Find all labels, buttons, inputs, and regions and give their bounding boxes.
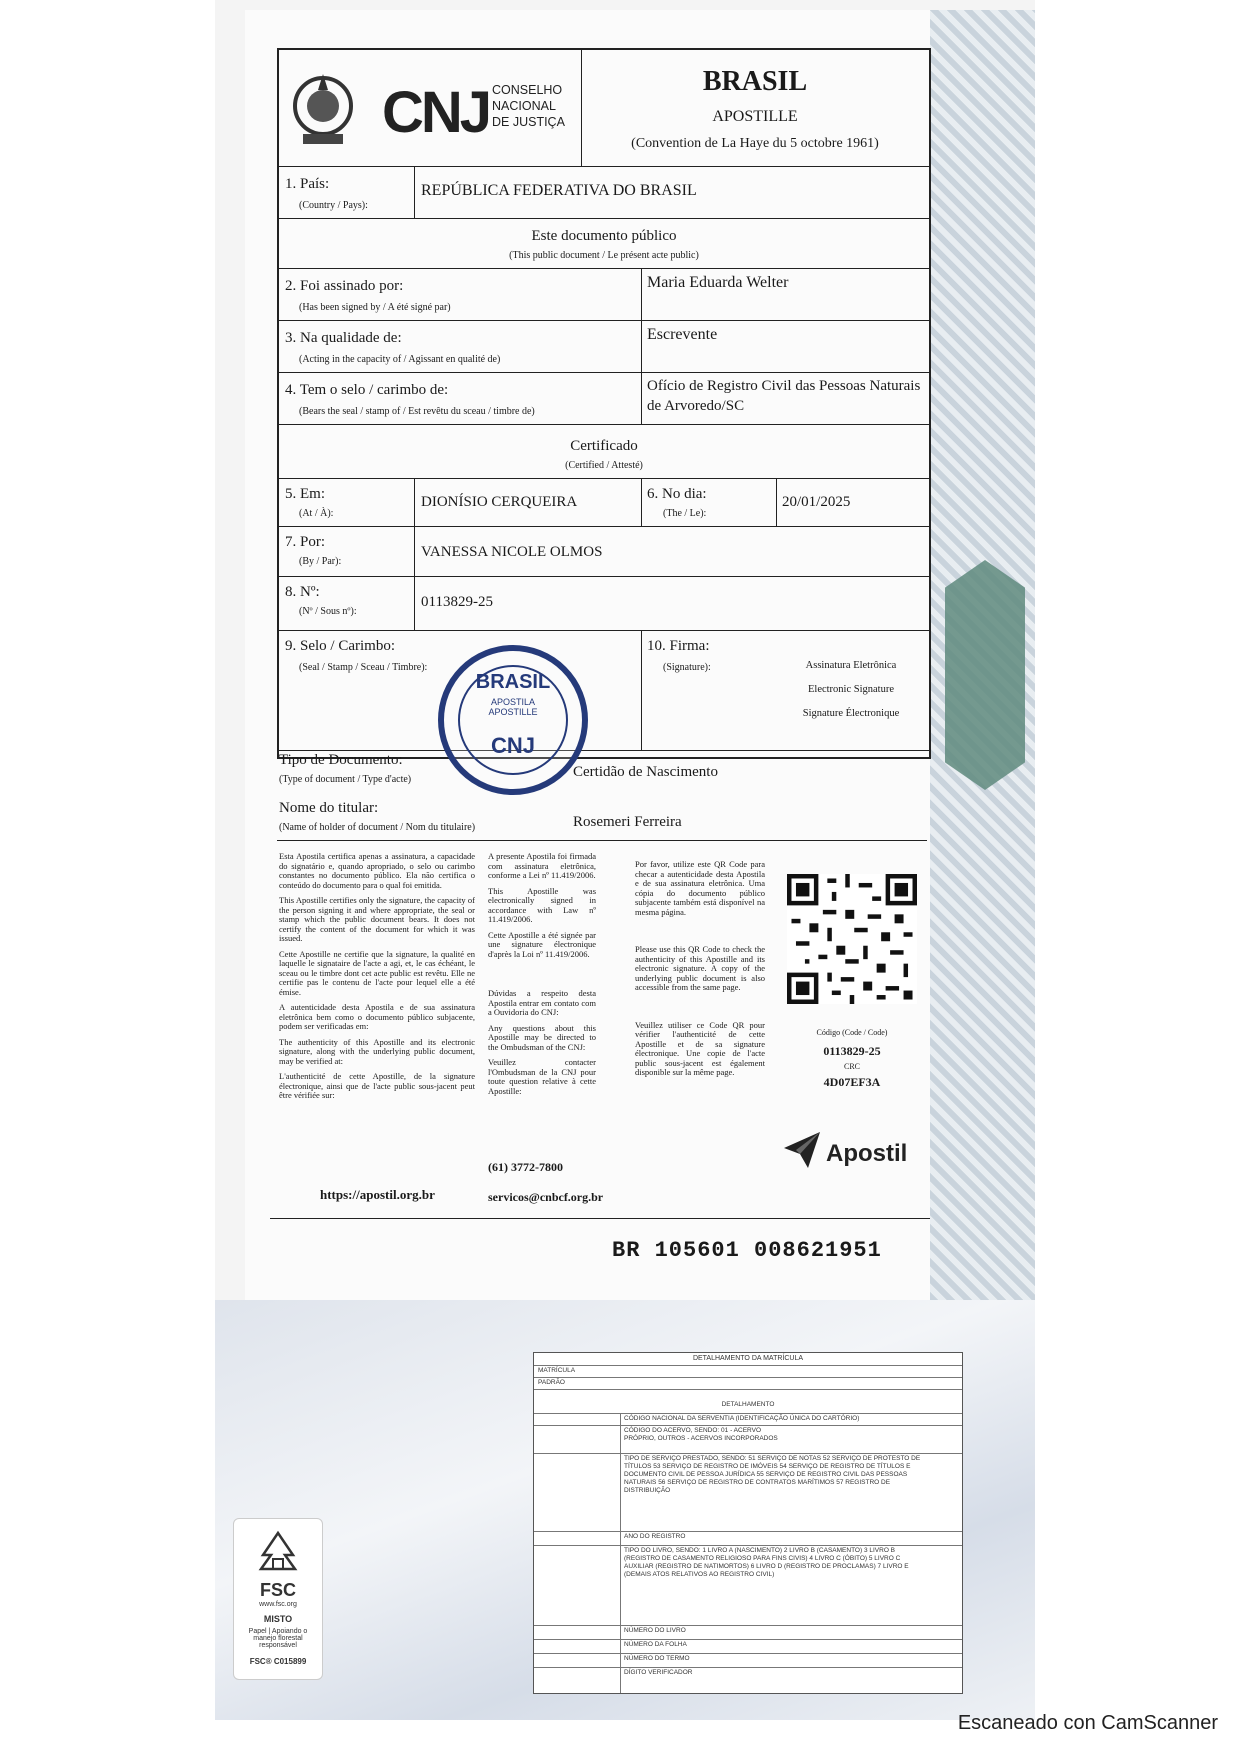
info-paragraph: This Apostille certifies only the signature, the capacity of the person signing it and where appropriate, the seal or stamp which the public document bears. It does not certify the content of the document for which it was issued. (279, 895, 475, 943)
info-paragraph: Cette Apostille a été signée par une signature électronique d'après la Loi nº 11.419/2006. (488, 929, 596, 959)
field-7-label: 7. Por: (285, 534, 326, 550)
table-title: DETALHAMENTO DA MATRÍCULA (692, 1355, 804, 1362)
serial-number: BR 105601 008621951 (612, 1238, 882, 1263)
apostille-form (277, 48, 931, 759)
holder-label: Nome do titular: (279, 800, 379, 816)
divider (279, 424, 929, 425)
field-6-value: 20/01/2025 (782, 494, 851, 510)
electronic-signature-line: Signature Électronique (802, 708, 900, 719)
info-column-3 (635, 860, 765, 1084)
electronic-signature-line: Electronic Signature (807, 684, 894, 695)
seal-line: APOSTILA (490, 697, 535, 707)
cnj-logo: CNJ (382, 80, 490, 145)
apostille-title: APOSTILLE (712, 108, 798, 125)
divider (279, 218, 929, 219)
divider (277, 840, 927, 841)
table-cell: TIPO DE SERVIÇO PRESTADO, SENDO: 51 SERVIÇO DE NOTAS 52 SERVIÇO DE PROTESTO DE TÍTULOS 53 SERVIÇO DE REGISTRO DE IMÓVEIS 54 SERVIÇO DE REGISTRO DE TÍTULOS E DOCUMENTO CIVIL DE PESSOA JURÍDICA 55 SERVIÇO DE REGISTRO CIVIL DAS PESSOAS NATURAIS 56 SERVIÇO DE REGISTRO DE CONTRATOS MARÍTIMOS 57 REGISTRO DE DISTRIBUIÇÃO (624, 1455, 921, 1494)
certified-sub: (Certified / Attesté) (565, 460, 643, 471)
fsc-mix: MISTO (263, 1614, 293, 1624)
table-cell: DETALHAMENTO (721, 1401, 775, 1408)
ombudsman-email[interactable]: servicos@cnbcf.org.br (488, 1190, 604, 1204)
holder-value: Rosemeri Ferreira (573, 814, 682, 830)
field-1-sub: (Country / Pays): (299, 200, 368, 211)
verification-url[interactable]: https://apostil.org.br (320, 1187, 435, 1202)
field-5-label: 5. Em: (285, 486, 325, 502)
info-paragraph: A autenticidade desta Apostila e de sua assinatura eletrônica bem como o documento público subjacente, podem ser verificadas em: (279, 1002, 475, 1031)
convention-text: (Convention de La Haye du 5 octobre 1961) (631, 136, 879, 151)
field-7-sub: (By / Par): (299, 556, 342, 567)
divider (279, 630, 929, 631)
cnj-name-line: NACIONAL (492, 99, 556, 113)
table-row (534, 1413, 962, 1414)
divider (641, 478, 642, 526)
field-2-value: Maria Eduarda Welter (647, 274, 789, 291)
info-paragraph: A presente Apostila foi firmada com assinatura eletrônica, conforme a Lei nº 11.419/2006. (488, 851, 596, 880)
divider (279, 166, 929, 167)
field-4-value-line2: de Arvoredo/SC (647, 398, 745, 414)
info-paragraph: Por favor, utilize este QR Code para checar a autenticidade desta Apostila e de sua assinatura eletrônica. Uma cópia do documento público subjacente também está disponível na mesma página. (635, 859, 765, 917)
divider (279, 268, 929, 269)
seal-line: APOSTILLE (488, 707, 538, 717)
info-paragraph: Esta Apostila certifica apenas a assinatura, a capacidade do signatário e, quando apropriado, o selo ou carimbo constantes no documento público. Ela não certifica o conteúdo do documento para o qual foi emitida. (279, 851, 475, 890)
table-row (534, 1377, 962, 1378)
divider (641, 630, 642, 750)
table-row (534, 1653, 962, 1654)
divider (279, 750, 929, 751)
table-cell: TIPO DO LIVRO, SENDO: 1 LIVRO A (NASCIMENTO) 2 LIVRO B (CASAMENTO) 3 LIVRO B (REGISTRO DE CASAMENTO RELIGIOSO PARA FINS CIVIS) 4 LIVRO C (ÓBITO) 5 LIVRO C AUXILIAR (REGISTRO DE NATIMORTOS) 6 LIVRO D (REGISTRO DE PROCLAMAS) 7 LIVRO E (DEMAIS ATOS RELATIVOS AO REGISTRO CIVIL) (624, 1547, 909, 1578)
divider (620, 1413, 621, 1693)
fsc-brand: FSC (260, 1580, 296, 1600)
holder-sub: (Name of holder of document / Nom du titulaire) (279, 822, 476, 833)
field-4-value-line1: Ofício de Registro Civil das Pessoas Naturais (647, 378, 921, 394)
field-9-sub: (Seal / Stamp / Sceau / Timbre): (299, 662, 428, 673)
info-paragraph: The authenticity of this Apostille and its electronic signature, along with the underlying public document, may be verified at: (279, 1036, 475, 1066)
electronic-signature-line: Assinatura Eletrônica (805, 660, 897, 671)
public-doc-heading: Este documento público (531, 228, 677, 244)
fsc-code: FSC® C015899 (249, 1657, 307, 1666)
divider (641, 268, 642, 424)
field-1-label: 1. País: (285, 176, 330, 192)
crc-label: CRC (843, 1062, 860, 1071)
apostille-seal (438, 645, 588, 795)
divider (270, 1218, 930, 1219)
seal-subtitle (444, 697, 582, 717)
divider (279, 372, 929, 373)
table-row (534, 1531, 962, 1532)
table-row (534, 1453, 962, 1454)
field-9-label: 9. Selo / Carimbo: (285, 638, 395, 654)
table-cell: ANO DO REGISTRO (624, 1533, 686, 1540)
table-cell: PADRÃO (538, 1379, 565, 1386)
field-3-sub: (Acting in the capacity of / Agissant en qualité de) (299, 354, 501, 365)
field-4-sub: (Bears the seal / stamp of / Est revêtu du sceau / timbre de) (299, 406, 535, 417)
field-3-value: Escrevente (647, 326, 718, 343)
paper-plane-icon (782, 1130, 822, 1170)
code-value: 0113829-25 (823, 1044, 881, 1058)
field-8-value: 0113829-25 (421, 594, 493, 610)
field-10-label: 10. Firma: (647, 638, 710, 654)
table-cell: CÓDIGO DO ACERVO, SENDO: 01 - ACERVO PRÓPRIO, OUTROS - ACERVOS INCORPORADOS (624, 1427, 778, 1442)
field-1-value: REPÚBLICA FEDERATIVA DO BRASIL (421, 182, 697, 199)
cnj-name-line: CONSELHO (492, 83, 563, 97)
field-8-sub: (Nº / Sous nº): (299, 606, 357, 617)
table-row (534, 1425, 962, 1426)
info-paragraph: Veuillez utiliser ce Code QR pour vérifier l'authenticité de cette Apostille et de sa signature électronique. Une copie de l'acte public sous-jacent est également disponible sur la même page. (635, 1019, 765, 1077)
apostil-brand: Apostil (826, 1140, 908, 1167)
table-row (534, 1365, 962, 1366)
crc-value: 4D07EF3A (823, 1075, 881, 1089)
table-cell: NÚMERO DO LIVRO (624, 1627, 686, 1634)
field-7-value: VANESSA NICOLE OLMOS (421, 544, 603, 560)
ombudsman-phone: (61) 3772-7800 (488, 1160, 563, 1174)
divider (279, 576, 929, 577)
field-2-sub: (Has been signed by / A été signé par) (299, 302, 451, 313)
info-paragraph: Any questions about this Apostille may be directed to the Ombudsman of the CNJ: (488, 1022, 596, 1052)
fsc-tree-icon (253, 1529, 303, 1575)
public-doc-sub: (This public document / Le présent acte public) (509, 250, 699, 261)
table-row (534, 1389, 962, 1390)
info-paragraph: Dúvidas a respeito desta Apostila entrar em contato com a Ouvidoria do CNJ: (488, 988, 596, 1017)
info-paragraph: Please use this QR Code to check the authenticity of this Apostille and its electronic signature. A copy of the underlying public document is also accessible from the same page. (635, 944, 765, 992)
divider (414, 166, 415, 218)
table-row (534, 1639, 962, 1640)
doc-type-sub: (Type of document / Type d'acte) (279, 774, 412, 785)
certified-heading: Certificado (570, 438, 638, 454)
security-band-hexagon (945, 560, 1025, 790)
doc-type-label: Tipo de Documento: (279, 752, 403, 768)
field-10-sub: (Signature): (663, 662, 711, 673)
divider (414, 478, 415, 630)
table-cell: NÚMERO DA FOLHA (624, 1641, 687, 1648)
seal-title: BRASIL (475, 671, 551, 693)
table-row (534, 1625, 962, 1626)
info-column-2 (488, 852, 596, 1102)
field-4-label: 4. Tem o selo / carimbo de: (285, 382, 449, 398)
field-6-sub: (The / Le): (663, 508, 707, 519)
info-paragraph: This Apostille was electronically signed in accordance with Law nº 11.419/2006. (488, 885, 596, 924)
info-paragraph: Veuillez contacter l'Ombudsman de la CNJ pour toute question relative à cette Apostille: (488, 1057, 596, 1096)
scanner-watermark: Escaneado con CamScanner (957, 1712, 1218, 1734)
table-row (534, 1545, 962, 1546)
table-cell: MATRÍCULA (538, 1367, 576, 1374)
fsc-description: Papel | Apoiando o manejo florestal responsável (248, 1628, 308, 1649)
info-paragraph: L'authenticité de cette Apostille, de la signature électronique, ainsi que de l'acte public sous-jacent peut être vérifiée sur: (279, 1071, 475, 1100)
info-column-1 (279, 852, 475, 1107)
field-6-label: 6. No dia: (647, 486, 707, 502)
divider (776, 478, 777, 526)
divider (279, 320, 929, 321)
country-title: BRASIL (702, 66, 808, 97)
field-5-value: DIONÍSIO CERQUEIRA (421, 494, 578, 510)
fsc-label (233, 1518, 323, 1680)
divider (279, 478, 929, 479)
field-2-label: 2. Foi assinado por: (285, 278, 404, 294)
divider (279, 526, 929, 527)
table-row (534, 1667, 962, 1668)
info-paragraph: Cette Apostille ne certifie que la signature, la qualité en laquelle le signataire de l'acte a agi, et, le cas échéant, le sceau ou le timbre dont cet acte public est revêtu. Elle ne certifie pas le contenu de l'acte pour lequel elle a été émise. (279, 948, 475, 997)
fsc-url: www.fsc.org (259, 1601, 297, 1608)
table-cell: NÚMERO DO TERMO (624, 1655, 690, 1662)
field-8-label: 8. Nº: (285, 584, 320, 600)
seal-logo: CNJ (490, 733, 535, 758)
table-cell: DÍGITO VERIFICADOR (624, 1669, 693, 1676)
registration-detail-table (533, 1352, 963, 1694)
cnj-name-line: DE JUSTIÇA (492, 115, 565, 129)
field-3-label: 3. Na qualidade de: (285, 330, 402, 346)
table-cell: CÓDIGO NACIONAL DA SERVENTIA (IDENTIFICAÇÃO ÚNICA DO CARTÓRIO) (624, 1415, 860, 1422)
field-5-sub: (At / À): (299, 508, 334, 519)
doc-type-value: Certidão de Nascimento (573, 764, 718, 780)
code-label: Código (Code / Code) (816, 1028, 888, 1037)
qr-code-icon[interactable] (787, 873, 917, 1005)
